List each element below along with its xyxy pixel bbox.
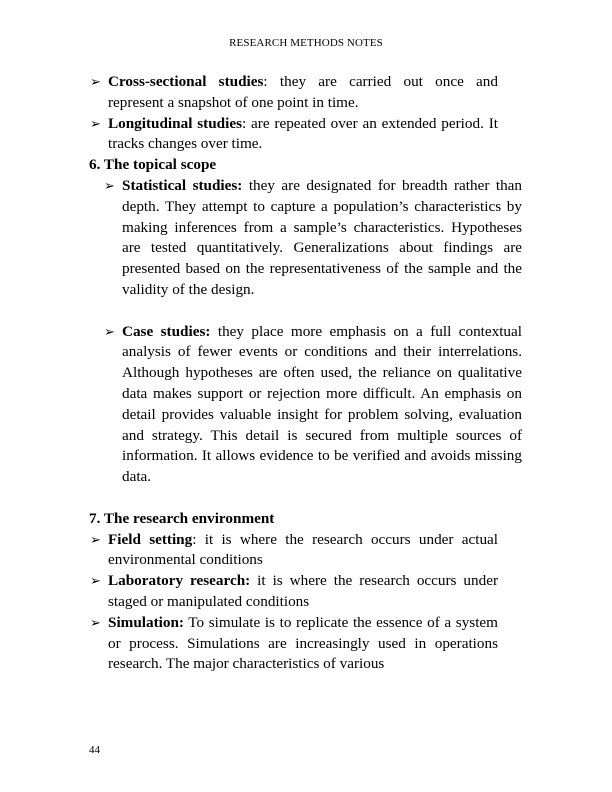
section-heading-topical-scope: 6. The topical scope [89,156,217,174]
term-field-setting: Field setting [108,530,193,548]
text-cross-sectional: : they are carried out once and represent a snapshot of one point in time. [108,73,498,111]
spacer [0,488,612,509]
bullet-field-setting [0,530,498,572]
arrow-bullet-icon: ➢ [104,178,115,194]
text-longitudinal: : are repeated over an extended period. It tracks changes over time. [108,114,498,153]
arrow-bullet-icon: ➢ [90,532,101,548]
term-cross-sectional: Cross-sectional studies [108,73,264,90]
text-statistical-studies: they are designated for breadth rather than depth. They attempt to capture a population’s characteristics by making inferences from a sample’s characteristics. Hypotheses are tested quantitatively. Generalizations about findings are presented based on the representativeness of the sample and the validity of the design. [122,176,523,298]
bullet-cross-sectional [0,72,498,114]
arrow-bullet-icon: ➢ [90,615,101,631]
text-field-setting: : it is where the research occurs under actual environmental conditions [108,530,498,569]
arrow-bullet-icon: ➢ [90,75,101,90]
page-body [0,72,612,675]
bullet-longitudinal [0,114,498,156]
section-heading-research-environment: 7. The research environment [89,509,275,527]
spacer [0,301,612,322]
term-laboratory-research: Laboratory research: [108,572,251,590]
bullet-laboratory-research [0,571,498,613]
page-number: 44 [89,744,100,756]
bullet-statistical-studies [0,176,522,301]
term-statistical-studies: Statistical studies: [122,176,243,194]
term-case-studies: Case studies: [122,322,211,340]
term-longitudinal: Longitudinal studies [108,114,242,132]
page-header: RESEARCH METHODS NOTES [229,37,383,49]
term-simulation: Simulation: [108,613,184,631]
text-simulation: To simulate is to replicate the essence of a system or process. Simulations are increasingly used in operations research. The major characteristics of various [108,613,498,673]
arrow-bullet-icon: ➢ [90,116,101,132]
arrow-bullet-icon: ➢ [90,574,101,590]
arrow-bullet-icon: ➢ [104,324,115,340]
text-laboratory-research: it is where the research occurs under staged or manipulated conditions [108,572,498,610]
bullet-simulation [0,613,498,675]
bullet-case-studies [0,322,522,488]
text-case-studies: they place more emphasis on a full contextual analysis of fewer events or conditions and their interrelations. Although hypotheses are often used, the reliance on qualitative data makes support or rejection more difficult. An emphasis on detail provides valuable insight for problem solving, evaluation and strategy. This detail is secured from multiple sources of information. It allows evidence to be verified and avoids missing data. [122,322,522,486]
